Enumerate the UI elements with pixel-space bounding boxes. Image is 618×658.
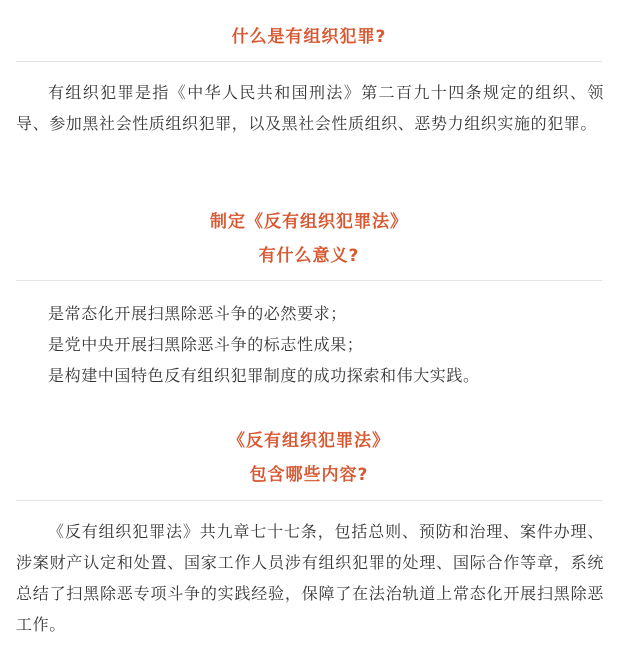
section-2-heading-line-1: 制定《反有组织犯罪法》 bbox=[210, 212, 408, 232]
section-2-heading-line-2: 有什么意义? bbox=[258, 246, 360, 266]
section-2-heading bbox=[0, 207, 618, 271]
list-item: 是构建中国特色反有组织犯罪制度的成功探索和伟大实践。 bbox=[48, 366, 480, 385]
section-3-heading-line-2: 包含哪些内容? bbox=[249, 465, 369, 485]
section-2-divider bbox=[16, 280, 602, 281]
section-3-heading bbox=[0, 426, 618, 490]
section-1-heading-line: 什么是有组织犯罪? bbox=[231, 27, 387, 47]
section-3-paragraph: 《反有组织犯罪法》共九章七十七条，包括总则、预防和治理、案件办理、涉案财产认定和处置、国家工作人员涉有组织犯罪的处理、国际合作等章，系统总结了扫黑除恶专项斗争的实践经验，保障了在法治轨道上常态化开展扫黑除恶工作。 bbox=[16, 522, 604, 634]
section-1-divider bbox=[16, 61, 602, 62]
section-2-list bbox=[48, 298, 604, 391]
section-1-paragraph: 有组织犯罪是指《中华人民共和国刑法》第二百九十四条规定的组织、领导、参加黑社会性质组织犯罪，以及黑社会性质组织、恶势力组织实施的犯罪。 bbox=[16, 83, 604, 133]
section-3-heading-line-1: 《反有组织犯罪法》 bbox=[228, 431, 390, 451]
section-3-divider bbox=[16, 500, 602, 501]
list-item: 是党中央开展扫黑除恶斗争的标志性成果； bbox=[48, 335, 364, 354]
list-item: 是常态化开展扫黑除恶斗争的必然要求； bbox=[48, 304, 347, 323]
section-1-heading bbox=[0, 22, 618, 52]
